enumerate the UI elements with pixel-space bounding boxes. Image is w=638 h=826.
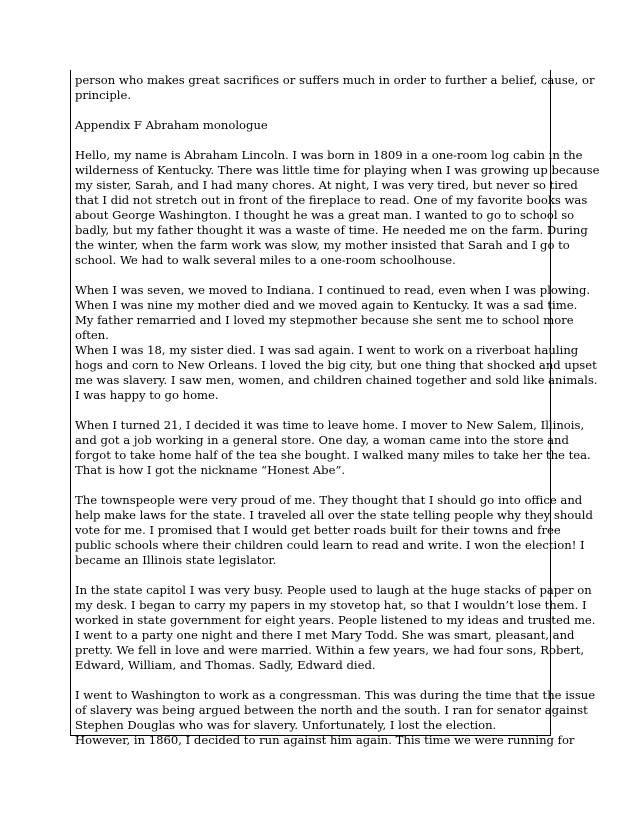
text-line: of slavery was being argued between the north and the south. I ran for senator against bbox=[75, 703, 588, 717]
text-line: and got a job working in a general store. One day, a woman came into the store and bbox=[75, 433, 569, 447]
text-line: the winter, when the farm work was slow, my mother insisted that Sarah and I go to bbox=[75, 238, 570, 252]
text-line: When I turned 21, I decided it was time to leave home. I mover to New Salem, Illinois, bbox=[75, 418, 585, 432]
text-line: badly, but my father thought it was a waste of time. He needed me on the farm. During bbox=[75, 223, 588, 237]
text-line: Stephen Douglas who was for slavery. Unfortunately, I lost the election. bbox=[75, 718, 497, 732]
text-line: that I did not stretch out in front of the fireplace to read. One of my favorite books was bbox=[75, 193, 588, 207]
paragraph-gap bbox=[75, 568, 546, 583]
text-line: My father remarried and I loved my stepmother because she sent me to school more bbox=[75, 313, 574, 327]
text-line: hogs and corn to New Orleans. I loved the big city, but one thing that shocked and upset bbox=[75, 358, 597, 372]
text-line: When I was seven, we moved to Indiana. I continued to read, even when I was plowing. bbox=[75, 283, 591, 297]
text-line: Hello, my name is Abraham Lincoln. I was born in 1809 in a one-room log cabin in the bbox=[75, 148, 583, 162]
text-line: about George Washington. I thought he was a great man. I wanted to go to school so bbox=[75, 208, 575, 222]
paragraph-gap bbox=[75, 103, 546, 118]
text-line: Edward, William, and Thomas. Sadly, Edward died. bbox=[75, 658, 376, 672]
text-line: However, in 1860, I decided to run against him again. This time we were running for bbox=[75, 733, 575, 747]
text-line: When I was nine my mother died and we moved again to Kentucky. It was a sad time. bbox=[75, 298, 578, 312]
paragraph-gap bbox=[75, 133, 546, 148]
text-line: person who makes great sacrifices or suffers much in order to further a belief, cause, or bbox=[75, 73, 595, 87]
monologue-text-box bbox=[70, 70, 600, 747]
paragraph-gap bbox=[75, 403, 546, 418]
text-line: That is how I got the nickname “Honest Abe”. bbox=[75, 463, 346, 477]
text-line: my desk. I began to carry my papers in my stovetop hat, so that I wouldn’t lose them. I bbox=[75, 598, 587, 612]
paragraph-gap bbox=[75, 673, 546, 688]
text-line: When I was 18, my sister died. I was sad again. I went to work on a riverboat hauling bbox=[75, 343, 579, 357]
text-line: wilderness of Kentucky. There was little time for playing when I was growing up because bbox=[75, 163, 600, 177]
text-line: me was slavery. I saw men, women, and children chained together and sold like animals. bbox=[75, 373, 598, 387]
text-line: principle. bbox=[75, 88, 132, 102]
text-line: school. We had to walk several miles to a one-room schoolhouse. bbox=[75, 253, 456, 267]
text-line: my sister, Sarah, and I had many chores. At night, I was very tired, but never so tired bbox=[75, 178, 578, 192]
paragraph-gap bbox=[75, 268, 546, 283]
text-line: vote for me. I promised that I would get better roads built for their towns and free bbox=[75, 523, 561, 537]
text-line: forgot to take home half of the tea she bought. I walked many miles to take her the tea. bbox=[75, 448, 591, 462]
text-line: Appendix F Abraham monologue bbox=[75, 118, 268, 132]
text-line: became an Illinois state legislator. bbox=[75, 553, 277, 567]
text-line: pretty. We fell in love and were married. Within a few years, we had four sons, Robert, bbox=[75, 643, 585, 657]
text-line: I went to Washington to work as a congressman. This was during the time that the issue bbox=[75, 688, 596, 702]
text-line: The townspeople were very proud of me. They thought that I should go into office and bbox=[75, 493, 583, 507]
text-line: I was happy to go home. bbox=[75, 388, 219, 402]
text-line: help make laws for the state. I traveled all over the state telling people why they should bbox=[75, 508, 593, 522]
text-line: I went to a party one night and there I met Mary Todd. She was smart, pleasant, and bbox=[75, 628, 575, 642]
text-line: In the state capitol I was very busy. People used to laugh at the huge stacks of paper on bbox=[75, 583, 592, 597]
text-line: often. bbox=[75, 328, 109, 342]
paragraph-gap bbox=[75, 478, 546, 493]
text-line: worked in state government for eight years. People listened to my ideas and trusted me. bbox=[75, 613, 596, 627]
text-line: public schools where their children could learn to read and write. I won the election! I bbox=[75, 538, 585, 552]
